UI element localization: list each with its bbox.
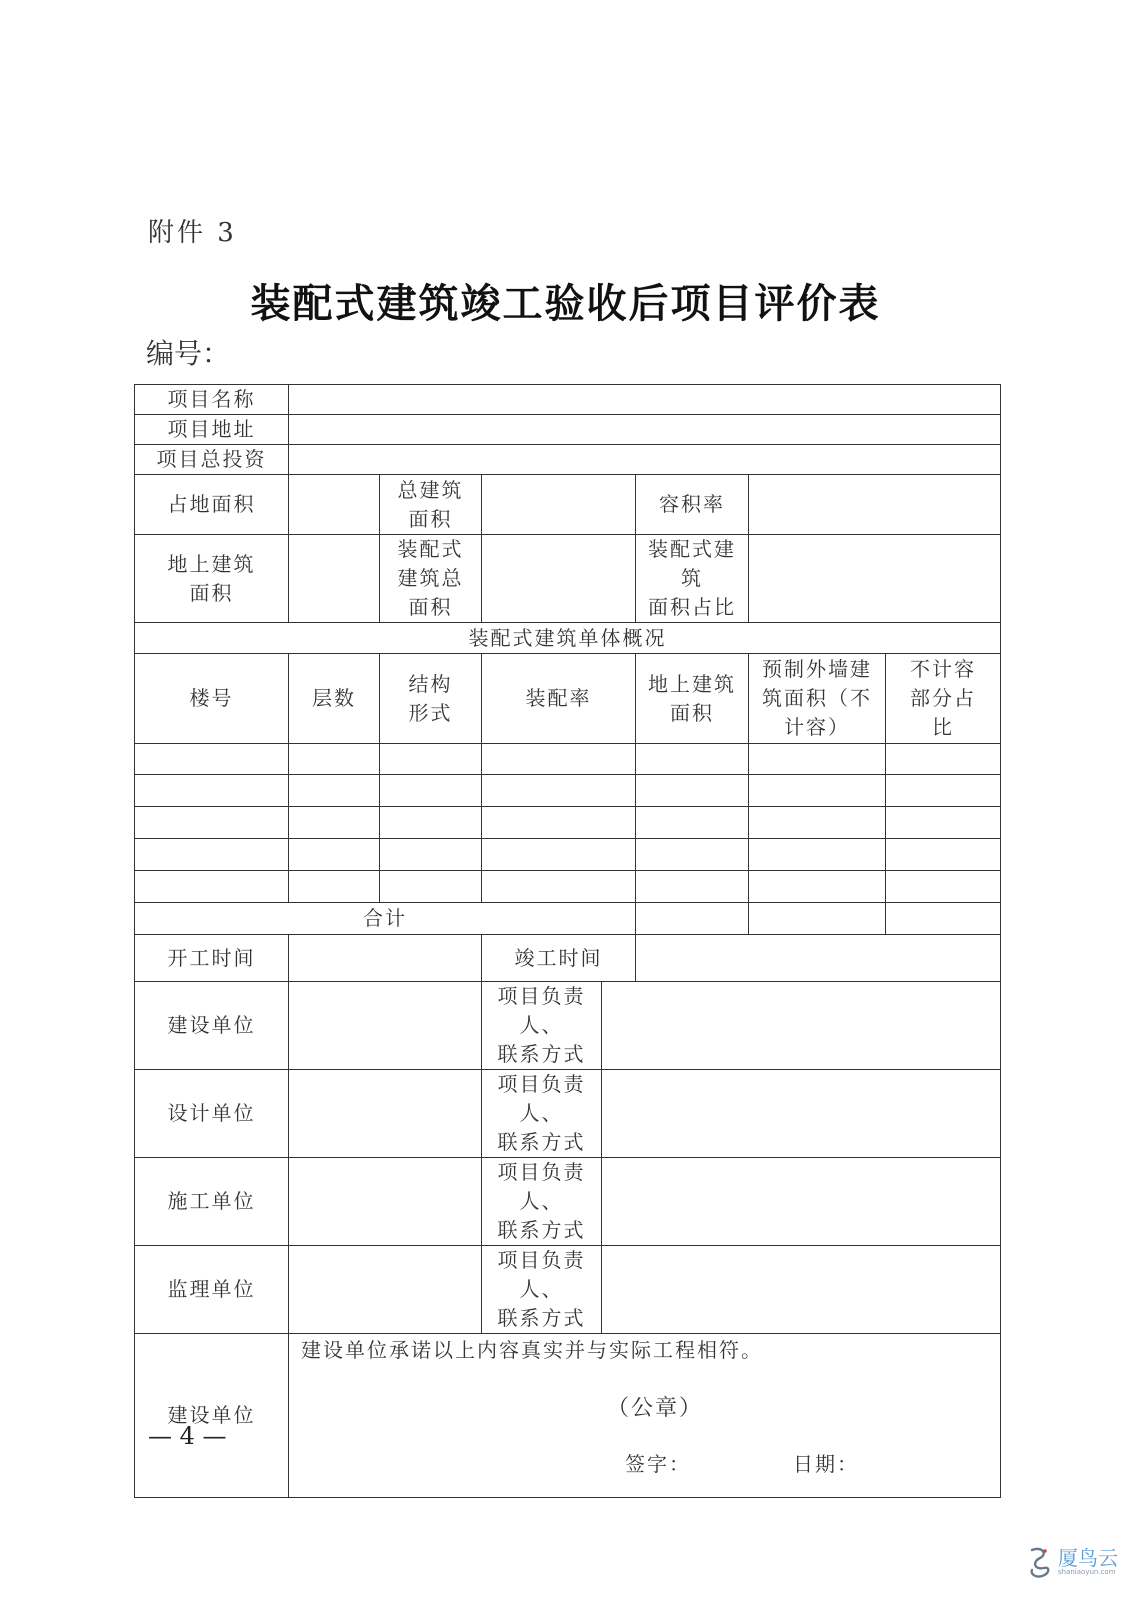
label-prefab-total-area: 装配式 建筑总 面积 — [380, 535, 482, 623]
label-above-ground-area: 地上建筑 面积 — [135, 535, 289, 623]
table-cell[interactable] — [289, 807, 380, 839]
table-row — [135, 807, 1001, 839]
table-cell[interactable] — [886, 839, 1001, 871]
attachment-label: 附件 3 — [148, 218, 237, 248]
table-cell[interactable] — [886, 744, 1001, 775]
table-cell[interactable] — [289, 839, 380, 871]
page-number: — 4 — — [148, 1422, 227, 1450]
evaluation-form — [134, 384, 1000, 1498]
table-row — [135, 775, 1001, 807]
signature-label: 签字： — [625, 1452, 691, 1476]
table-cell[interactable] — [749, 775, 886, 807]
field-above-ground-area[interactable] — [289, 535, 380, 623]
label-supervision-contact: 项目负责人、 联系方式 — [482, 1246, 602, 1334]
field-land-area[interactable] — [289, 475, 380, 535]
table-cell[interactable] — [636, 744, 749, 775]
table-cell[interactable] — [135, 871, 289, 903]
table-cell[interactable] — [289, 744, 380, 775]
watermark-url: shaniaoyun.com — [1058, 1568, 1116, 1576]
table-cell[interactable] — [886, 807, 1001, 839]
seal-label: （公章） — [607, 1396, 704, 1421]
header-prefab-wall-area: 预制外墙建 筑面积（不 计容） — [749, 654, 886, 744]
header-assembly-rate: 装配率 — [482, 654, 636, 744]
label-total-floor-area: 总建筑 面积 — [380, 475, 482, 535]
table-cell[interactable] — [482, 775, 636, 807]
label-design-unit: 设计单位 — [135, 1070, 289, 1158]
field-plot-ratio[interactable] — [749, 475, 1001, 535]
label-construction-contact: 项目负责人、 联系方式 — [482, 982, 602, 1070]
field-prefab-area-ratio[interactable] — [749, 535, 1001, 623]
header-excluded-ratio: 不计容 部分占 比 — [886, 654, 1001, 744]
table-cell[interactable] — [380, 744, 482, 775]
table-row — [135, 744, 1001, 775]
field-total-investment[interactable] — [289, 445, 1001, 475]
section-unit-overview: 装配式建筑单体概况 — [135, 623, 1001, 654]
label-construction-unit: 建设单位 — [135, 982, 289, 1070]
date-label: 日期： — [793, 1452, 859, 1476]
field-project-name[interactable] — [289, 385, 1001, 415]
label-project-name: 项目名称 — [135, 385, 289, 415]
document-title: 装配式建筑竣工验收后项目评价表 — [250, 280, 881, 327]
table-cell[interactable] — [380, 807, 482, 839]
label-prefab-area-ratio: 装配式建筑 面积占比 — [636, 535, 749, 623]
label-commitment-unit: 建设单位 — [135, 1334, 289, 1498]
label-builder-unit: 施工单位 — [135, 1158, 289, 1246]
field-completion-time[interactable] — [636, 935, 1001, 982]
label-builder-contact: 项目负责人、 联系方式 — [482, 1158, 602, 1246]
commitment-box — [289, 1334, 1001, 1498]
table-cell[interactable] — [886, 775, 1001, 807]
label-start-time: 开工时间 — [135, 935, 289, 982]
table-cell[interactable] — [636, 775, 749, 807]
table-cell[interactable] — [482, 839, 636, 871]
header-building-no: 楼号 — [135, 654, 289, 744]
label-design-contact: 项目负责人、 联系方式 — [482, 1070, 602, 1158]
table-cell[interactable] — [135, 775, 289, 807]
evaluation-table — [134, 384, 1001, 1498]
table-cell[interactable] — [135, 839, 289, 871]
label-supervision-unit: 监理单位 — [135, 1246, 289, 1334]
table-cell[interactable] — [289, 775, 380, 807]
table-cell[interactable] — [289, 871, 380, 903]
watermark — [1024, 1538, 1120, 1588]
table-cell[interactable] — [749, 744, 886, 775]
table-cell[interactable] — [636, 807, 749, 839]
bird-logo-icon — [1024, 1544, 1056, 1582]
header-structure: 结构 形式 — [380, 654, 482, 744]
field-builder-unit[interactable] — [289, 1158, 482, 1246]
table-cell[interactable] — [380, 839, 482, 871]
field-prefab-total-area[interactable] — [482, 535, 636, 623]
label-plot-ratio: 容积率 — [636, 475, 749, 535]
field-total-excluded-ratio[interactable] — [886, 903, 1001, 935]
field-design-unit[interactable] — [289, 1070, 482, 1158]
table-cell[interactable] — [749, 871, 886, 903]
table-cell[interactable] — [886, 871, 1001, 903]
number-label: 编号： — [146, 337, 231, 370]
table-cell[interactable] — [380, 871, 482, 903]
field-construction-unit[interactable] — [289, 982, 482, 1070]
field-total-floor-area[interactable] — [482, 475, 636, 535]
field-supervision-contact[interactable] — [602, 1246, 1001, 1334]
pledge-text: 建设单位承诺以上内容真实并与实际工程相符。 — [301, 1338, 763, 1362]
field-project-address[interactable] — [289, 415, 1001, 445]
field-total-above-area[interactable] — [636, 903, 749, 935]
table-row — [135, 839, 1001, 871]
label-completion-time: 竣工时间 — [482, 935, 636, 982]
field-construction-contact[interactable] — [602, 982, 1001, 1070]
table-cell[interactable] — [482, 807, 636, 839]
table-row — [135, 871, 1001, 903]
table-cell[interactable] — [482, 744, 636, 775]
header-floors: 层数 — [289, 654, 380, 744]
field-start-time[interactable] — [289, 935, 482, 982]
field-total-prefab-wall[interactable] — [749, 903, 886, 935]
label-land-area: 占地面积 — [135, 475, 289, 535]
field-supervision-unit[interactable] — [289, 1246, 482, 1334]
table-cell[interactable] — [749, 839, 886, 871]
table-cell[interactable] — [380, 775, 482, 807]
table-cell[interactable] — [135, 744, 289, 775]
label-project-address: 项目地址 — [135, 415, 289, 445]
watermark-text: 厦鸟云 — [1058, 1546, 1118, 1570]
table-cell[interactable] — [482, 871, 636, 903]
table-cell[interactable] — [135, 807, 289, 839]
field-design-contact[interactable] — [602, 1070, 1001, 1158]
table-cell[interactable] — [636, 839, 749, 871]
table-cell[interactable] — [636, 871, 749, 903]
label-total-investment: 项目总投资 — [135, 445, 289, 475]
header-above-area: 地上建筑 面积 — [636, 654, 749, 744]
label-total: 合计 — [135, 903, 636, 935]
table-cell[interactable] — [749, 807, 886, 839]
field-builder-contact[interactable] — [602, 1158, 1001, 1246]
